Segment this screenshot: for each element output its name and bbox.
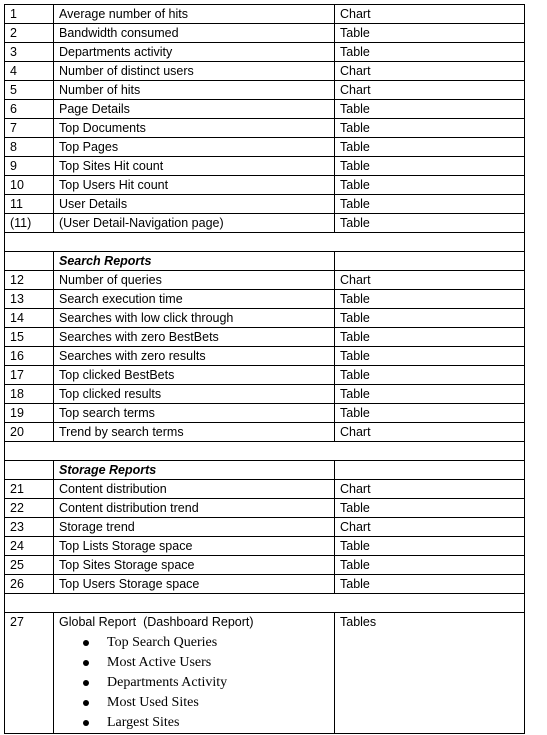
report-name: Number of distinct users [54, 62, 335, 81]
dashboard-item: Largest Sites [81, 713, 334, 733]
report-number: 13 [5, 290, 54, 309]
spacer-row [5, 594, 525, 613]
report-name: Bandwidth consumed [54, 24, 335, 43]
report-number: 10 [5, 176, 54, 195]
spacer-cell [5, 594, 525, 613]
report-row [5, 575, 525, 594]
section-title: Search Reports [54, 252, 335, 271]
report-row [5, 138, 525, 157]
report-number: 27 [5, 613, 54, 734]
report-name: Content distribution [54, 480, 335, 499]
report-type: Table [335, 575, 525, 594]
report-number: 14 [5, 309, 54, 328]
report-row [5, 176, 525, 195]
section-type-cell [335, 252, 525, 271]
report-type: Table [335, 43, 525, 62]
report-name: Top clicked results [54, 385, 335, 404]
report-name: User Details [54, 195, 335, 214]
report-name: Searches with zero BestBets [54, 328, 335, 347]
spacer-cell [5, 233, 525, 252]
dashboard-item: Top Search Queries [81, 633, 334, 653]
report-number: 2 [5, 24, 54, 43]
report-name: Top Sites Hit count [54, 157, 335, 176]
report-row [5, 385, 525, 404]
report-number: 21 [5, 480, 54, 499]
report-row [5, 480, 525, 499]
report-type: Table [335, 309, 525, 328]
spacer-row [5, 442, 525, 461]
report-number: 19 [5, 404, 54, 423]
report-type: Table [335, 24, 525, 43]
report-type: Table [335, 195, 525, 214]
report-type: Chart [335, 518, 525, 537]
report-number: 17 [5, 366, 54, 385]
report-row [5, 347, 525, 366]
report-type: Chart [335, 5, 525, 24]
report-row [5, 195, 525, 214]
report-name: Top clicked BestBets [54, 366, 335, 385]
report-row [5, 24, 525, 43]
report-type: Table [335, 157, 525, 176]
dashboard-item: Most Used Sites [81, 693, 334, 713]
report-row [5, 556, 525, 575]
report-number: 26 [5, 575, 54, 594]
report-name: Storage trend [54, 518, 335, 537]
report-type: Chart [335, 62, 525, 81]
report-name: Number of hits [54, 81, 335, 100]
reports-table [4, 4, 525, 734]
report-type: Table [335, 138, 525, 157]
report-row [5, 309, 525, 328]
report-type: Table [335, 290, 525, 309]
report-type: Chart [335, 480, 525, 499]
report-row [5, 404, 525, 423]
report-type: Table [335, 499, 525, 518]
report-number: 4 [5, 62, 54, 81]
report-number: (11) [5, 214, 54, 233]
report-name: Top Lists Storage space [54, 537, 335, 556]
report-row [5, 43, 525, 62]
search-reports-heading [5, 252, 525, 271]
section-number-cell [5, 252, 54, 271]
report-name: Content distribution trend [54, 499, 335, 518]
report-name: Average number of hits [54, 5, 335, 24]
report-row [5, 214, 525, 233]
report-row [5, 537, 525, 556]
report-name: Top Users Hit count [54, 176, 335, 195]
storage-reports-heading [5, 461, 525, 480]
report-number: 9 [5, 157, 54, 176]
report-number: 24 [5, 537, 54, 556]
report-row [5, 62, 525, 81]
report-name: Searches with low click through [54, 309, 335, 328]
report-name: Departments activity [54, 43, 335, 62]
report-row [5, 100, 525, 119]
section-type-cell [335, 461, 525, 480]
report-name: Searches with zero results [54, 347, 335, 366]
dashboard-item: Most Active Users [81, 653, 334, 673]
report-number: 5 [5, 81, 54, 100]
report-type: Chart [335, 271, 525, 290]
report-type: Tables [335, 613, 525, 734]
report-type: Table [335, 214, 525, 233]
report-type: Chart [335, 423, 525, 442]
report-name: Global Report (Dashboard Report) [59, 615, 254, 629]
report-name: Top search terms [54, 404, 335, 423]
report-name: Number of queries [54, 271, 335, 290]
spacer-cell [5, 442, 525, 461]
report-name: Top Pages [54, 138, 335, 157]
report-row [5, 81, 525, 100]
report-number: 11 [5, 195, 54, 214]
report-row [5, 499, 525, 518]
report-type: Chart [335, 81, 525, 100]
section-number-cell [5, 461, 54, 480]
report-row [5, 328, 525, 347]
report-number: 20 [5, 423, 54, 442]
report-type: Table [335, 176, 525, 195]
report-type: Table [335, 537, 525, 556]
report-row [5, 366, 525, 385]
report-row [5, 290, 525, 309]
report-number: 25 [5, 556, 54, 575]
report-number: 18 [5, 385, 54, 404]
report-number: 12 [5, 271, 54, 290]
report-number: 22 [5, 499, 54, 518]
report-row [5, 157, 525, 176]
report-type: Table [335, 119, 525, 138]
report-number: 1 [5, 5, 54, 24]
report-name: Top Documents [54, 119, 335, 138]
report-number: 7 [5, 119, 54, 138]
report-row [5, 271, 525, 290]
report-type: Table [335, 404, 525, 423]
report-name: Search execution time [54, 290, 335, 309]
global-report-cell [54, 613, 335, 734]
report-number: 16 [5, 347, 54, 366]
report-type: Table [335, 366, 525, 385]
report-type: Table [335, 100, 525, 119]
report-name: Trend by search terms [54, 423, 335, 442]
report-type: Table [335, 347, 525, 366]
report-type: Table [335, 385, 525, 404]
report-number: 6 [5, 100, 54, 119]
report-row [5, 5, 525, 24]
report-name: Top Sites Storage space [54, 556, 335, 575]
dashboard-item: Departments Activity [81, 673, 334, 693]
report-number: 15 [5, 328, 54, 347]
spacer-row [5, 233, 525, 252]
report-row [5, 423, 525, 442]
section-title: Storage Reports [54, 461, 335, 480]
dashboard-items-list [59, 633, 334, 733]
report-type: Table [335, 556, 525, 575]
report-type: Table [335, 328, 525, 347]
report-number: 3 [5, 43, 54, 62]
reports-table-body [5, 5, 525, 734]
report-number: 23 [5, 518, 54, 537]
report-name: Page Details [54, 100, 335, 119]
report-name: Top Users Storage space [54, 575, 335, 594]
report-row [5, 119, 525, 138]
global-report-row [5, 613, 525, 734]
report-number: 8 [5, 138, 54, 157]
report-name: (User Detail-Navigation page) [54, 214, 335, 233]
report-row [5, 518, 525, 537]
